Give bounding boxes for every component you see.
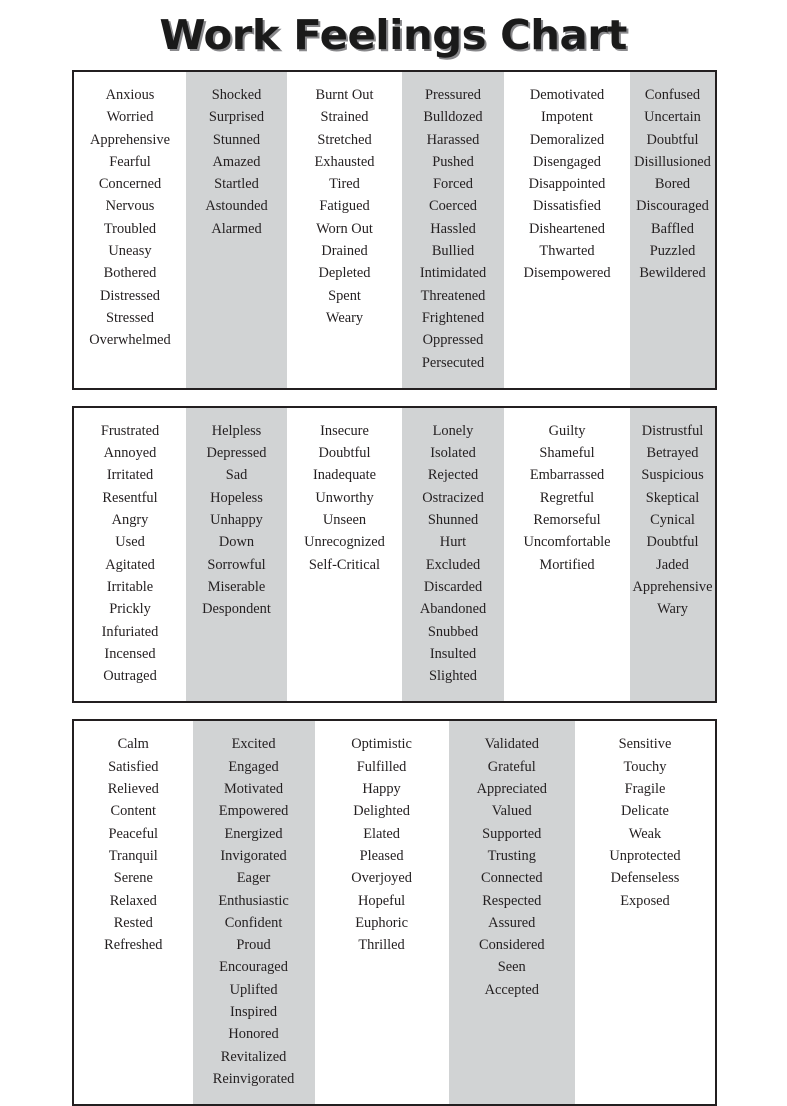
feeling-word: Considered	[478, 937, 545, 954]
feeling-word: Unseen	[322, 512, 367, 529]
feeling-word: Peaceful	[108, 825, 159, 842]
feeling-word: Appreciated	[476, 781, 547, 798]
feeling-word: Exposed	[620, 892, 670, 909]
feeling-word: Seen	[497, 959, 526, 976]
feeling-word: Overjoyed	[351, 870, 412, 887]
feeling-word: Bewildered	[639, 265, 706, 282]
feeling-word: Grateful	[487, 758, 536, 775]
feeling-word: Confused	[644, 87, 701, 103]
feeling-word: Delicate	[621, 803, 669, 820]
feelings-column	[74, 721, 193, 1104]
feeling-word: Serene	[113, 870, 153, 887]
title-bar	[0, 0, 787, 70]
feeling-word: Lonely	[432, 422, 474, 439]
feeling-word: Satisfied	[108, 758, 159, 775]
feeling-word: Irritated	[106, 467, 154, 484]
feeling-word: Startled	[214, 176, 259, 193]
feeling-word: Annoyed	[103, 445, 157, 462]
feeling-word: Depleted	[318, 265, 371, 282]
feeling-word: Unhappy	[210, 512, 263, 529]
feeling-word: Refreshed	[104, 937, 163, 954]
feeling-word: Persecuted	[421, 354, 485, 371]
feeling-word: Hopeful	[358, 892, 406, 909]
feeling-word: Frustrated	[100, 422, 160, 439]
feeling-word: Disempowered	[523, 265, 611, 282]
feeling-word: Excited	[231, 736, 276, 753]
feeling-word: Calm	[117, 736, 149, 753]
feeling-word: Honored	[228, 1026, 279, 1043]
feelings-column	[287, 72, 402, 388]
feeling-word: Drained	[321, 243, 368, 260]
feeling-word: Content	[110, 803, 157, 820]
feeling-word: Angry	[111, 512, 149, 529]
feeling-word: Impotent	[541, 109, 593, 126]
feeling-word: Respected	[482, 892, 542, 909]
feeling-word: Confident	[224, 914, 283, 931]
feeling-word: Encouraged	[219, 959, 288, 976]
feelings-column	[504, 72, 630, 388]
feeling-word: Down	[218, 534, 255, 551]
feeling-word: Overwhelmed	[89, 332, 171, 349]
feeling-word: Ostracized	[422, 489, 484, 506]
feeling-word: Regretful	[539, 489, 595, 506]
feeling-word: Used	[115, 534, 145, 551]
feeling-word: Stunned	[212, 131, 261, 148]
feeling-word: Depressed	[206, 445, 267, 462]
feeling-word: Relieved	[107, 781, 159, 798]
feeling-word: Demotivated	[529, 87, 605, 103]
feeling-word: Baffled	[651, 220, 694, 237]
feeling-word: Suspicious	[641, 467, 704, 484]
feeling-word: Troubled	[103, 220, 157, 237]
feeling-word: Fragile	[624, 781, 666, 798]
feelings-column	[186, 408, 287, 702]
feeling-word: Concerned	[98, 176, 162, 193]
feeling-word: Burnt Out	[315, 87, 374, 103]
feelings-section-1	[72, 70, 717, 390]
feeling-word: Discouraged	[636, 198, 709, 215]
feeling-word: Bored	[654, 176, 691, 193]
feeling-word: Thwarted	[539, 243, 595, 260]
feeling-word: Astounded	[205, 198, 268, 215]
feeling-word: Stressed	[106, 309, 154, 326]
feelings-column	[193, 721, 315, 1104]
feeling-word: Thrilled	[358, 937, 405, 954]
feeling-word: Distrustful	[641, 422, 704, 439]
feeling-word: Defenseless	[610, 870, 680, 887]
feeling-word: Surprised	[208, 109, 265, 126]
feeling-word: Sensitive	[618, 736, 672, 753]
feeling-word: Shameful	[539, 445, 595, 462]
feeling-word: Proud	[236, 937, 271, 954]
feeling-word: Weary	[325, 309, 364, 326]
feeling-word: Harassed	[426, 131, 480, 148]
feeling-word: Uplifted	[229, 981, 278, 998]
feeling-word: Touchy	[623, 758, 667, 775]
feeling-word: Miserable	[207, 578, 266, 595]
feeling-word: Pleased	[359, 847, 404, 864]
feeling-word: Resentful	[102, 489, 158, 506]
feeling-word: Insecure	[320, 422, 369, 439]
feeling-word: Relaxed	[109, 892, 157, 909]
feeling-word: Spent	[328, 287, 361, 304]
feeling-word: Coerced	[429, 198, 477, 215]
feeling-word: Isolated	[430, 445, 476, 462]
page-title: Work Feelings Chart	[159, 11, 628, 59]
feeling-word: Unprotected	[609, 847, 681, 864]
feeling-word: Cynical	[650, 512, 695, 529]
feeling-word: Assured	[488, 914, 536, 931]
feelings-section-2	[72, 406, 717, 704]
feeling-word: Skeptical	[645, 489, 700, 506]
feeling-word: Valued	[491, 803, 532, 820]
feeling-word: Validated	[484, 736, 539, 753]
feeling-word: Fatigued	[319, 198, 370, 215]
feeling-word: Slighted	[429, 668, 477, 685]
feelings-column	[186, 72, 287, 388]
feelings-column	[449, 721, 575, 1104]
feeling-word: Hassled	[430, 220, 476, 237]
feeling-word: Enthusiastic	[218, 892, 289, 909]
feeling-word: Dissatisfied	[533, 198, 601, 215]
feeling-word: Embarrassed	[529, 467, 605, 484]
feeling-word: Disengaged	[533, 153, 601, 170]
feeling-word: Inadequate	[312, 467, 377, 484]
feelings-column	[74, 408, 186, 702]
feelings-column	[575, 721, 715, 1104]
feeling-word: Doubtful	[646, 131, 699, 148]
feeling-word: Shunned	[427, 512, 479, 529]
feeling-word: Pushed	[432, 153, 474, 170]
feelings-column	[630, 72, 715, 388]
feelings-column	[74, 72, 186, 388]
feelings-column	[315, 721, 449, 1104]
feeling-word: Frightened	[421, 309, 485, 326]
feeling-word: Accepted	[484, 981, 539, 998]
feeling-word: Jaded	[656, 556, 689, 573]
feeling-word: Betrayed	[646, 445, 699, 462]
feeling-word: Unrecognized	[304, 534, 385, 551]
feeling-word: Demoralized	[529, 131, 605, 148]
feeling-word: Tired	[329, 176, 360, 193]
feeling-word: Motivated	[223, 781, 284, 798]
chart-sections	[0, 70, 787, 1106]
feeling-word: Prickly	[109, 601, 151, 618]
feeling-word: Engaged	[228, 758, 279, 775]
feeling-word: Rejected	[427, 467, 479, 484]
feeling-word: Agitated	[105, 556, 155, 573]
feeling-word: Revitalized	[220, 1048, 287, 1065]
feeling-word: Eager	[236, 870, 271, 887]
feeling-word: Incensed	[104, 645, 156, 662]
feeling-word: Distressed	[100, 287, 160, 304]
feelings-column	[287, 408, 402, 702]
feeling-word: Bothered	[103, 265, 157, 282]
feeling-word: Hopeless	[210, 489, 263, 506]
feeling-word: Tranquil	[108, 847, 158, 864]
feeling-word: Unworthy	[315, 489, 374, 506]
feeling-word: Abandoned	[419, 601, 487, 618]
feeling-word: Worried	[106, 109, 154, 126]
feeling-word: Delighted	[353, 803, 410, 820]
feeling-word: Apprehensive	[90, 131, 170, 148]
feelings-column	[402, 408, 504, 702]
feeling-word: Sad	[225, 467, 248, 484]
feeling-word: Supported	[482, 825, 542, 842]
feeling-word: Anxious	[105, 87, 155, 103]
feeling-word: Reinvigorated	[212, 1070, 295, 1087]
feeling-word: Bulldozed	[423, 109, 483, 126]
feeling-word: Disillusioned	[634, 153, 711, 170]
feeling-word: Self-Critical	[308, 556, 381, 573]
feeling-word: Snubbed	[427, 623, 479, 640]
feelings-column	[630, 408, 715, 702]
feeling-word: Fulfilled	[356, 758, 407, 775]
feeling-word: Doubtful	[646, 534, 699, 551]
feeling-word: Insulted	[429, 645, 477, 662]
feeling-word: Guilty	[548, 422, 586, 439]
feeling-word: Worn Out	[316, 220, 373, 237]
feeling-word: Discarded	[423, 578, 483, 595]
feeling-word: Trusting	[487, 847, 536, 864]
feeling-word: Outraged	[103, 668, 157, 685]
feeling-word: Remorseful	[533, 512, 601, 529]
feeling-word: Optimistic	[351, 736, 412, 753]
feeling-word: Connected	[480, 870, 543, 887]
feeling-word: Uncertain	[644, 109, 701, 126]
feeling-word: Forced	[433, 176, 473, 193]
feeling-word: Strained	[320, 109, 369, 126]
feeling-word: Invigorated	[220, 847, 287, 864]
feeling-word: Wary	[657, 601, 688, 618]
feelings-section-3	[72, 719, 717, 1106]
feeling-word: Bullied	[431, 243, 475, 260]
feeling-word: Puzzled	[649, 243, 696, 260]
feeling-word: Stretched	[317, 131, 372, 148]
feeling-word: Alarmed	[211, 220, 262, 237]
feeling-word: Disheartened	[529, 220, 605, 237]
feeling-word: Pressured	[425, 87, 481, 103]
feelings-column	[504, 408, 630, 702]
feeling-word: Uncomfortable	[523, 534, 611, 551]
feeling-word: Empowered	[218, 803, 289, 820]
feeling-word: Amazed	[212, 153, 261, 170]
feeling-word: Helpless	[211, 422, 262, 439]
feeling-word: Irritable	[106, 578, 154, 595]
feeling-word: Euphoric	[355, 914, 408, 931]
feeling-word: Disappointed	[528, 176, 606, 193]
feeling-word: Rested	[113, 914, 153, 931]
feeling-word: Hurt	[439, 534, 467, 551]
feeling-word: Energized	[224, 825, 283, 842]
feeling-word: Infuriated	[101, 623, 159, 640]
feeling-word: Mortified	[539, 556, 595, 573]
feeling-word: Fearful	[109, 153, 151, 170]
feeling-word: Threatened	[420, 287, 486, 304]
feelings-column	[402, 72, 504, 388]
feeling-word: Weak	[628, 825, 662, 842]
feeling-word: Despondent	[202, 601, 271, 618]
feeling-word: Apprehensive	[632, 578, 713, 595]
feeling-word: Inspired	[229, 1003, 278, 1020]
feeling-word: Elated	[363, 825, 400, 842]
feeling-word: Shocked	[211, 87, 262, 103]
feeling-word: Happy	[362, 781, 401, 798]
feeling-word: Oppressed	[422, 332, 484, 349]
feeling-word: Uneasy	[108, 243, 152, 260]
feeling-word: Excluded	[425, 556, 481, 573]
feeling-word: Nervous	[105, 198, 155, 215]
feeling-word: Exhausted	[314, 153, 375, 170]
feeling-word: Sorrowful	[207, 556, 266, 573]
feeling-word: Doubtful	[318, 445, 371, 462]
feeling-word: Intimidated	[419, 265, 487, 282]
